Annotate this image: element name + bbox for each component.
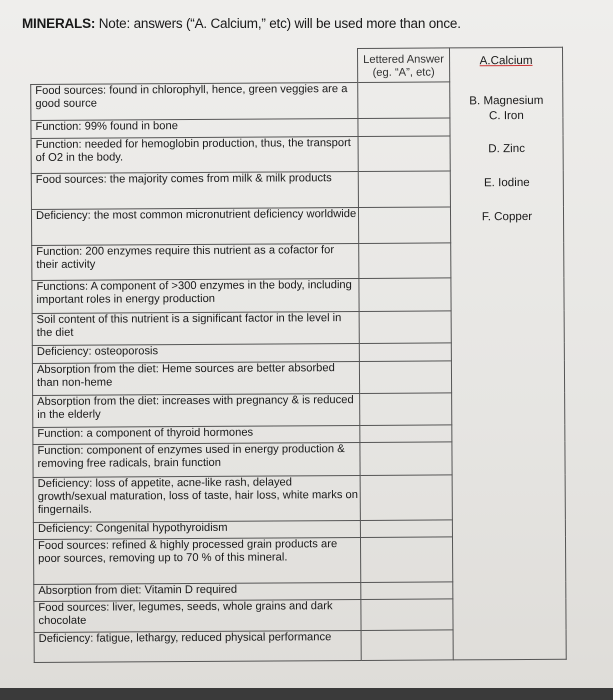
page-title — [22, 16, 461, 31]
option-b: B. Magnesium — [469, 93, 544, 108]
answer-input[interactable] — [359, 243, 451, 279]
question-cell: Food sources: refined & highly processed grain products are poor sources, removing up to 70 % of this mineral. — [33, 537, 360, 584]
question-cell: Function: a component of thyroid hormones — [33, 425, 360, 444]
answer-input[interactable] — [360, 425, 452, 443]
answer-header-line2: (eg. “A”, etc) — [372, 66, 435, 79]
answer-input[interactable] — [360, 475, 452, 521]
answer-input[interactable] — [359, 278, 451, 312]
question-cell: Function: 99% found in bone — [31, 118, 358, 138]
answer-input[interactable] — [358, 118, 450, 137]
answer-input[interactable] — [358, 171, 450, 208]
answer-input[interactable] — [361, 630, 453, 661]
minerals-table — [30, 47, 567, 663]
question-cell: Food sources: liver, legumes, seeds, whole grains and dark chocolate — [34, 599, 361, 632]
question-cell: Deficiency: loss of appetite, acne-like rash, delayed growth/sexual maturation, loss of taste, hair loss, white marks on fingernails. — [33, 475, 360, 522]
question-cell: Functions: A component of >300 enzymes in the body, including important roles in energy production — [32, 278, 359, 313]
question-cell: Function: component of enzymes used in energy production & removing free radicals, brain function — [33, 442, 360, 477]
answer-input[interactable] — [361, 582, 453, 600]
header-blank — [31, 48, 358, 84]
answer-input[interactable] — [358, 136, 450, 172]
option-c: C. Iron — [488, 108, 524, 123]
question-cell: Soil content of this nutrient is a significant factor in the level in the diet — [32, 311, 359, 345]
question-cell: Absorption from diet: Vitamin D required — [34, 582, 361, 601]
options-column — [449, 47, 566, 660]
question-cell: Function: needed for hemoglobin production, thus, the transport of O2 in the body. — [31, 136, 358, 173]
question-cell: Deficiency: osteoporosis — [32, 343, 359, 363]
question-cell: Absorption from the diet: increases with pregnancy & is reduced in the elderly — [33, 393, 360, 427]
question-cell: Absorption from the diet: Heme sources are better absorbed than non-heme — [32, 361, 359, 395]
answer-input[interactable] — [359, 361, 451, 394]
device-edge — [0, 688, 613, 700]
answer-column-header — [357, 48, 449, 83]
answer-input[interactable] — [360, 393, 452, 426]
question-cell: Deficiency: the most common micronutrient deficiency worldwide — [31, 207, 358, 245]
option-e: E. Iodine — [483, 175, 530, 190]
answer-input[interactable] — [360, 442, 452, 476]
option-d: D. Zinc — [488, 141, 526, 156]
title-note: Note: answers (“A. Calcium,” etc) will be used more than once. — [95, 16, 461, 31]
option-a: A.Calcium — [479, 53, 533, 68]
answer-input[interactable] — [360, 520, 452, 538]
question-cell: Food sources: the majority comes from milk & milk products — [31, 171, 358, 209]
question-cell: Function: 200 enzymes require this nutrient as a cofactor for their activity — [32, 243, 359, 280]
answer-input[interactable] — [358, 82, 450, 119]
answer-input[interactable] — [359, 311, 451, 344]
answer-input[interactable] — [360, 537, 452, 583]
question-cell: Deficiency: Congenital hypothyroidism — [33, 520, 360, 539]
answer-input[interactable] — [358, 207, 450, 244]
answer-input[interactable] — [361, 599, 453, 631]
header-row — [31, 47, 563, 84]
title-bold: MINERALS: — [22, 16, 96, 31]
option-f: F. Copper — [481, 209, 533, 224]
answer-header-line1: Lettered Answer — [363, 53, 445, 66]
answer-input[interactable] — [359, 343, 451, 362]
question-cell: Food sources: found in chlorophyll, hence, green veggies are a good source — [31, 82, 358, 120]
question-cell: Deficiency: fatigue, lethargy, reduced physical performance — [34, 630, 361, 662]
